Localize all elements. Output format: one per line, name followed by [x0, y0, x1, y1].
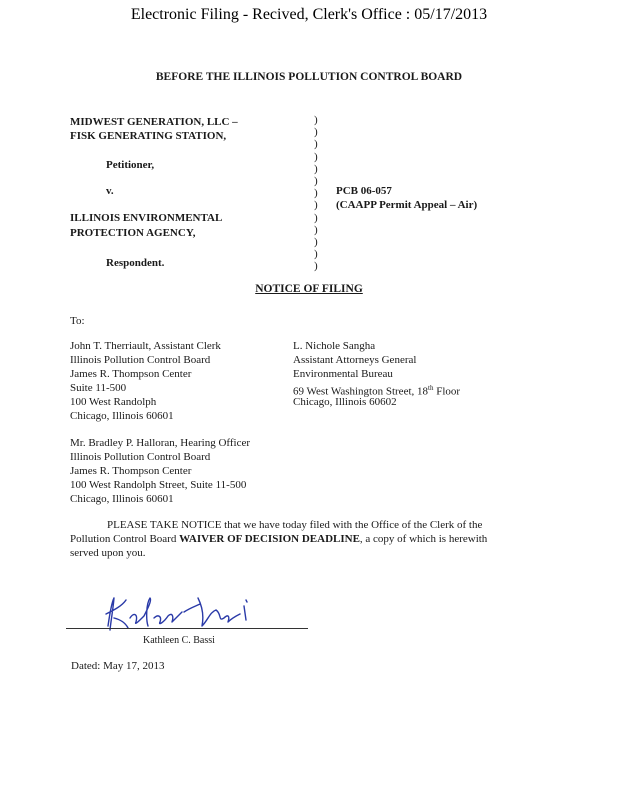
respondent-name-line2: PROTECTION AGENCY,: [70, 227, 196, 239]
notice-paragraph: PLEASE TAKE NOTICE that we have today filed with the Office of the Clerk of the Pollution Control Board WAIVER OF DECISION DEADLINE, a copy of which is herewith served upon you.: [70, 519, 488, 559]
filing-stamp: Electronic Filing - Recived, Clerk's Office : 05/17/2013: [130, 6, 488, 23]
caption-parentheses: ) ) ) ) ) ) ) ) ) ) ) ) ): [314, 114, 318, 273]
recipient-attorney-address: L. Nichole Sangha Assistant Attorneys General Environmental Bureau 69 West Washington Street, 18th Floor Chicago, Illinois 60602: [293, 340, 461, 408]
document-title-emphasis: WAIVER OF DECISION DEADLINE: [179, 533, 360, 545]
signer-name: Kathleen C. Bassi: [143, 635, 215, 646]
handwritten-signature: [100, 590, 260, 640]
respondent-name-line1: ILLINOIS ENVIRONMENTAL: [70, 212, 223, 224]
dated-line: Dated: May 17, 2013: [71, 660, 165, 672]
petitioner-name-line2: FISK GENERATING STATION,: [70, 130, 227, 142]
recipient-clerk-address: John T. Therriault, Assistant Clerk Illinois Pollution Control Board James R. Thompson Center Suite 11-500 100 West Randolph Chicago, Illinois 60601: [70, 340, 221, 422]
signature-line: [66, 628, 308, 629]
recipient-hearing-officer-address: Mr. Bradley P. Halloran, Hearing Officer Illinois Pollution Control Board James R. Thompson Center 100 West Randolph Street, Suite 11-500 Chicago, Illinois 60601: [70, 437, 251, 505]
petitioner-role: Petitioner,: [106, 159, 155, 171]
to-label: To:: [70, 315, 85, 327]
case-type: (CAAPP Permit Appeal – Air): [336, 199, 478, 211]
notice-title: NOTICE OF FILING: [255, 283, 363, 295]
versus: v.: [106, 185, 114, 197]
petitioner-name-line1: MIDWEST GENERATION, LLC –: [70, 116, 238, 128]
respondent-role: Respondent.: [106, 257, 165, 269]
board-heading: BEFORE THE ILLINOIS POLLUTION CONTROL BOARD: [155, 71, 463, 83]
case-number: PCB 06-057: [336, 185, 392, 197]
